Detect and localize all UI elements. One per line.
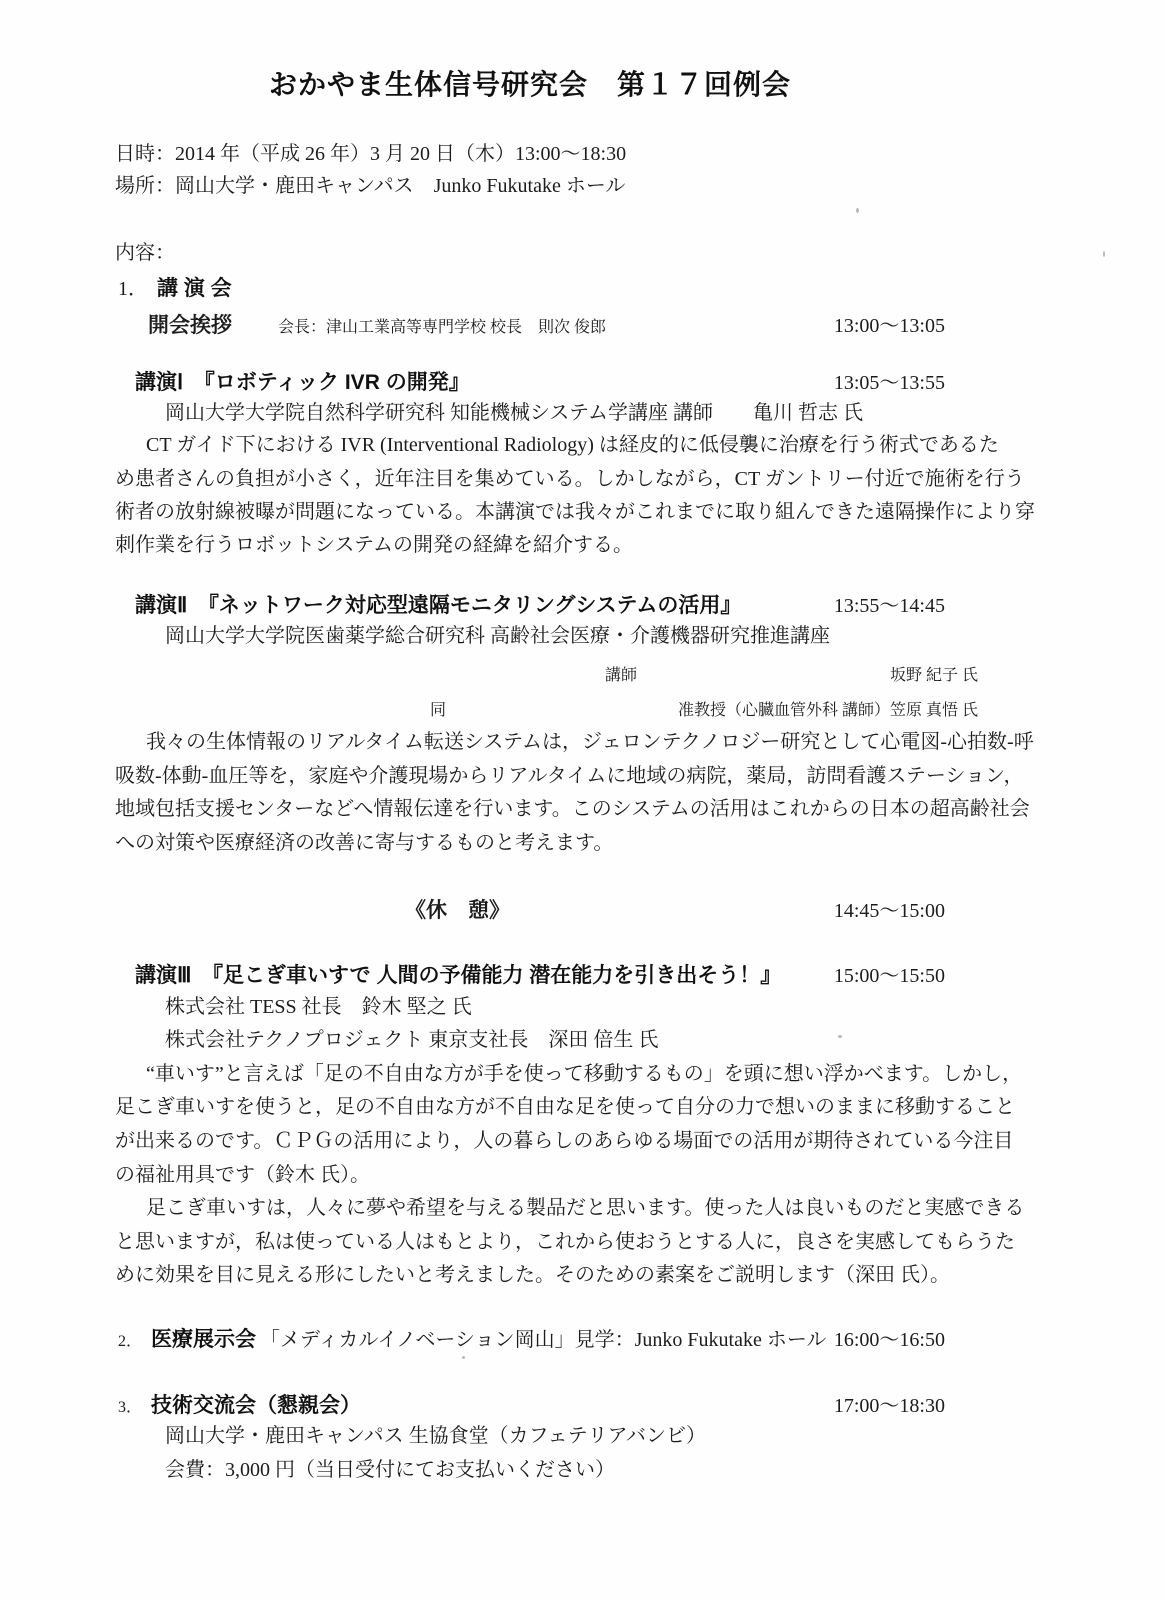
section1-number: 1． [118, 278, 148, 300]
meta-date: 日時：2014 年（平成 26 年）3 月 20 日（木）13:00～18:30 [115, 143, 627, 165]
lecture3-abstract-line: と思いますが，私は使っている人はもとより，これから使おうとする人に，良さを実感してもらうた [115, 1231, 1015, 1253]
lecture2-abstract-line: 我々の生体情報のリアルタイム転送システムは，ジェロンテクノロジー研究として心電図-心拍数-呼 [146, 731, 1034, 753]
lecture3-title: 講演Ⅲ 『足こぎ車いすで 人間の予備能力 潜在能力を引き出そう！』 [135, 964, 782, 987]
lecturer1-role: 講師 [605, 667, 638, 684]
lecture1-affiliation: 岡山大学大学院自然科学研究科 知能機械システム学講座 講師 亀川 哲志 氏 [165, 402, 863, 424]
section3-time: 17:00～18:30 [833, 1395, 945, 1417]
lecture2-time: 13:55～14:45 [833, 595, 945, 617]
speaker-line: 株式会社テクノプロジェクト 東京支社長 深田 倍生 氏 [165, 1029, 659, 1051]
scan-speck [1103, 251, 1105, 257]
lecture1-row [135, 366, 945, 396]
section2-heading: 医療展示会 [151, 1328, 257, 1351]
break-time: 14:45～15:00 [833, 900, 945, 922]
section2-detail: 「メディカルイノベーション岡山」見学：Junko Fukutake ホール [260, 1329, 827, 1351]
lecture1-abstract-line: 術者の放射線被曝が問題になっている。本講演では我々がこれまでに取り組んできた遠隔操作により穿 [115, 501, 1035, 523]
opening-label: 開会挨拶 [148, 314, 232, 337]
break-row [115, 894, 945, 924]
lecture1-title: 講演Ⅰ 『ロボティック IVR の開発』 [135, 371, 470, 394]
page-title: おかやま生体信号研究会 第１７回例会 [268, 69, 791, 100]
lecture1-abstract-line: CT ガイド下における IVR (Interventional Radiology) は経皮的に低侵襲に治療を行う術式であるた [146, 434, 999, 456]
scan-speck [838, 1035, 842, 1038]
lecture2-abstract-line: 地域包括支援センターなどへ情報伝達を行います。このシステムの活用はこれからの日本の超高齢社会 [115, 798, 1030, 820]
opening-detail: 会長：津山工業高等専門学校 校長 則次 俊郎 [278, 319, 607, 336]
section3-row [118, 1389, 945, 1419]
lecture1-abstract-line: 刺作業を行うロボットシステムの開発の経緯を紹介する。 [115, 534, 633, 556]
section3-heading: 技術交流会（懇親会） [151, 1394, 362, 1417]
lecture2-row [135, 589, 945, 619]
section2-row [118, 1323, 945, 1353]
section2-time: 16:00～16:50 [833, 1329, 945, 1351]
lecture3-row [135, 959, 945, 989]
lecture2-lecturer1-row [115, 662, 978, 685]
lecture2-abstract-line: 吸数-体動-血圧等を，家庭や介護現場からリアルタイムに地域の病院，薬局，訪問看護ステーション， [115, 765, 1024, 787]
scan-speck [856, 208, 859, 213]
lecture3-abstract-line: の福祉用具です（鈴木 氏）。 [115, 1164, 370, 1186]
lecture3-abstract-line: 足こぎ車いすは，人々に夢や希望を与える製品だと思います。使った人は良いものだと実感できる [146, 1197, 1025, 1219]
lecture3-abstract-line: めに効果を目に見える形にしたいと考えました。そのための素案をご説明します（深田 氏）。 [115, 1264, 950, 1286]
section3-venue: 岡山大学・鹿田キャンパス 生協食堂（カフェテリアバンビ） [165, 1425, 706, 1447]
section3-number: 3． [118, 1399, 143, 1416]
lecturer2-role-name: 准教授（心臓血管外科 講師）笠原 真悟 氏 [677, 702, 978, 719]
lecture2-lecturer2-row [115, 697, 978, 720]
section1-heading [118, 276, 232, 302]
opening-row [148, 309, 945, 339]
break-label: 《休 憩》 [405, 899, 510, 922]
lecture3-time: 15:00～15:50 [833, 965, 945, 987]
meta-place: 場所：岡山大学・鹿田キャンパス Junko Fukutake ホール [115, 175, 626, 197]
lecture1-time: 13:05～13:55 [833, 372, 945, 394]
lecturer1-name: 坂野 紀子 氏 [889, 667, 978, 684]
scan-speck [462, 1356, 465, 1359]
section3-fee: 会費：3,000 円（当日受付にてお支払いください） [165, 1459, 615, 1481]
section1-title: 講 演 会 [157, 277, 232, 300]
speaker-line: 株式会社 TESS 社長 鈴木 堅之 氏 [165, 996, 472, 1018]
ditto-mark: 同 [430, 702, 447, 719]
lecture2-abstract-line: への対策や医療経済の改善に寄与するものと考えます。 [115, 832, 614, 854]
lecture3-abstract-line: が出来るのです。ＣＰＧの活用により，人の暮らしのあらゆる場面での活用が期待されている今注目 [115, 1130, 1014, 1152]
lecture3-abstract-line: “車いす”と言えば「足の不自由な方が手を使って移動するもの」を頭に想い浮かべます。しかし， [146, 1063, 1023, 1085]
contents-label: 内容： [115, 242, 175, 264]
section2-number: 2． [118, 1333, 143, 1350]
lecture1-abstract-line: め患者さんの負担が小さく，近年注目を集めている。しかしながら，CT ガントリー付近で施術を行う [115, 468, 1025, 490]
lecture2-affiliation: 岡山大学大学院医歯薬学総合研究科 高齢社会医療・介護機器研究推進講座 [165, 625, 830, 647]
opening-time: 13:00～13:05 [833, 315, 945, 337]
lecture2-title: 講演Ⅱ 『ネットワーク対応型遠隔モニタリングシステムの活用』 [135, 594, 742, 617]
lecture3-abstract-line: 足こぎ車いすを使うと，足の不自由な方が不自由な足を使って自分の力で想いのままに移動すること [115, 1096, 1015, 1118]
